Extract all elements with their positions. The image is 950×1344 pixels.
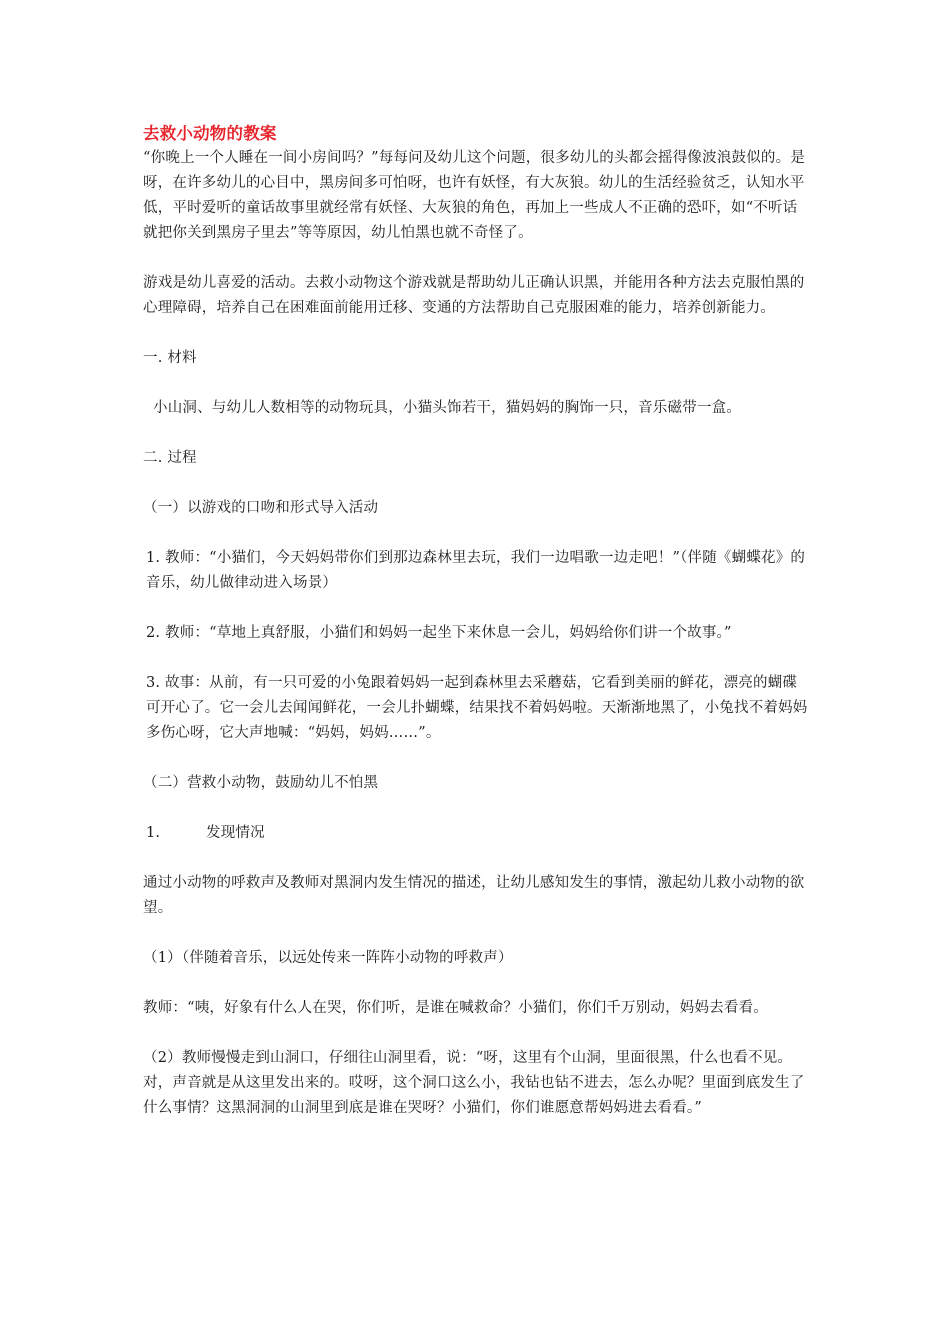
intro-paragraph: “你晚上一个人睡在一间小房间吗？”每每问及幼儿这个问题，很多幼儿的头都会摇得像波浪鼓似的。是呀，在许多幼儿的心目中，黑房间多可怕呀，也许有妖怪，有大灰狼。幼儿的生活经验贫乏，认知水平低，平时爱听的童话故事里就经常有妖怪、大灰狼的角色，再加上一些成人不正确的恐吓，如“不听话就把你关到黑房子里去”等等原因，幼儿怕黑也就不奇怪了。 [143,150,806,241]
document-page [143,122,808,1121]
item-label: 发现情况 [206,825,265,841]
step-3-story-paragraph: 3. 故事：从前，有一只可爱的小兔跟着妈妈一起到森林里去采蘑菇，它看到美丽的鲜花，漂亮的蝴碟可开心了。它一会儿去闻闻鲜花，一会儿扑蝴蝶，结果找不着妈妈啦。天渐渐地黑了，小兔找不着妈妈多伤心呀，它大声地喊：“妈妈，妈妈……”。 [146,675,808,741]
numbered-item-discover [143,821,808,846]
step-1-paragraph: 1. 教师：“小猫们，今天妈妈带你们到那边森林里去玩，我们一边唱歌一边走吧！”（伴随《蝴蝶花》的音乐，幼儿做律动进入场景） [146,550,806,591]
teacher-dialogue-paragraph: 教师：“咦，好象有什么人在哭，你们听，是谁在喊救命？小猫们，你们千万别动，妈妈去看看。 [143,1000,769,1016]
item-number: 1. [146,825,161,841]
materials-paragraph: 小山洞、与幼儿人数相等的动物玩具，小猫头饰若干，猫妈妈的胸饰一只，音乐磁带一盒。 [153,400,741,416]
document-title: 去救小动物的教案 [143,124,277,143]
sub-item-2-paragraph: （2）教师慢慢走到山洞口，仔细往山洞里看，说：“呀，这里有个山洞，里面很黑，什么也看不见。对，声音就是从这里发出来的。哎呀，这个洞口这么小，我钻也钻不进去，怎么办呢？里面到底发生了什么事情？这黑洞洞的山洞里到底是谁在哭呀？小猫们，你们谁愿意帮妈妈进去看看。” [143,1050,805,1116]
discover-description-paragraph: 通过小动物的呼救声及教师对黑洞内发生情况的描述，让幼儿感知发生的事情，激起幼儿救小动物的欲望。 [143,875,805,916]
subsection-heading-rescue: （二）营救小动物，鼓励幼儿不怕黑 [143,775,379,791]
subsection-heading-intro-activity: （一）以游戏的口吻和形式导入活动 [143,500,379,516]
section-heading-process: 二. 过程 [143,450,197,466]
sub-item-1-paragraph: （1）（伴随着音乐，以远处传来一阵阵小动物的呼救声） [143,950,513,966]
step-2-paragraph: 2. 教师：“草地上真舒服，小猫们和妈妈一起坐下来休息一会儿，妈妈给你们讲一个故事。” [146,625,732,641]
section-heading-materials: 一. 材料 [143,350,197,366]
game-purpose-paragraph: 游戏是幼儿喜爱的活动。去救小动物这个游戏就是帮助幼儿正确认识黑，并能用各种方法去克服怕黑的心理障碍，培养自己在困难面前能用迁移、变通的方法帮助自己克服困难的能力，培养创新能力。 [143,275,805,316]
